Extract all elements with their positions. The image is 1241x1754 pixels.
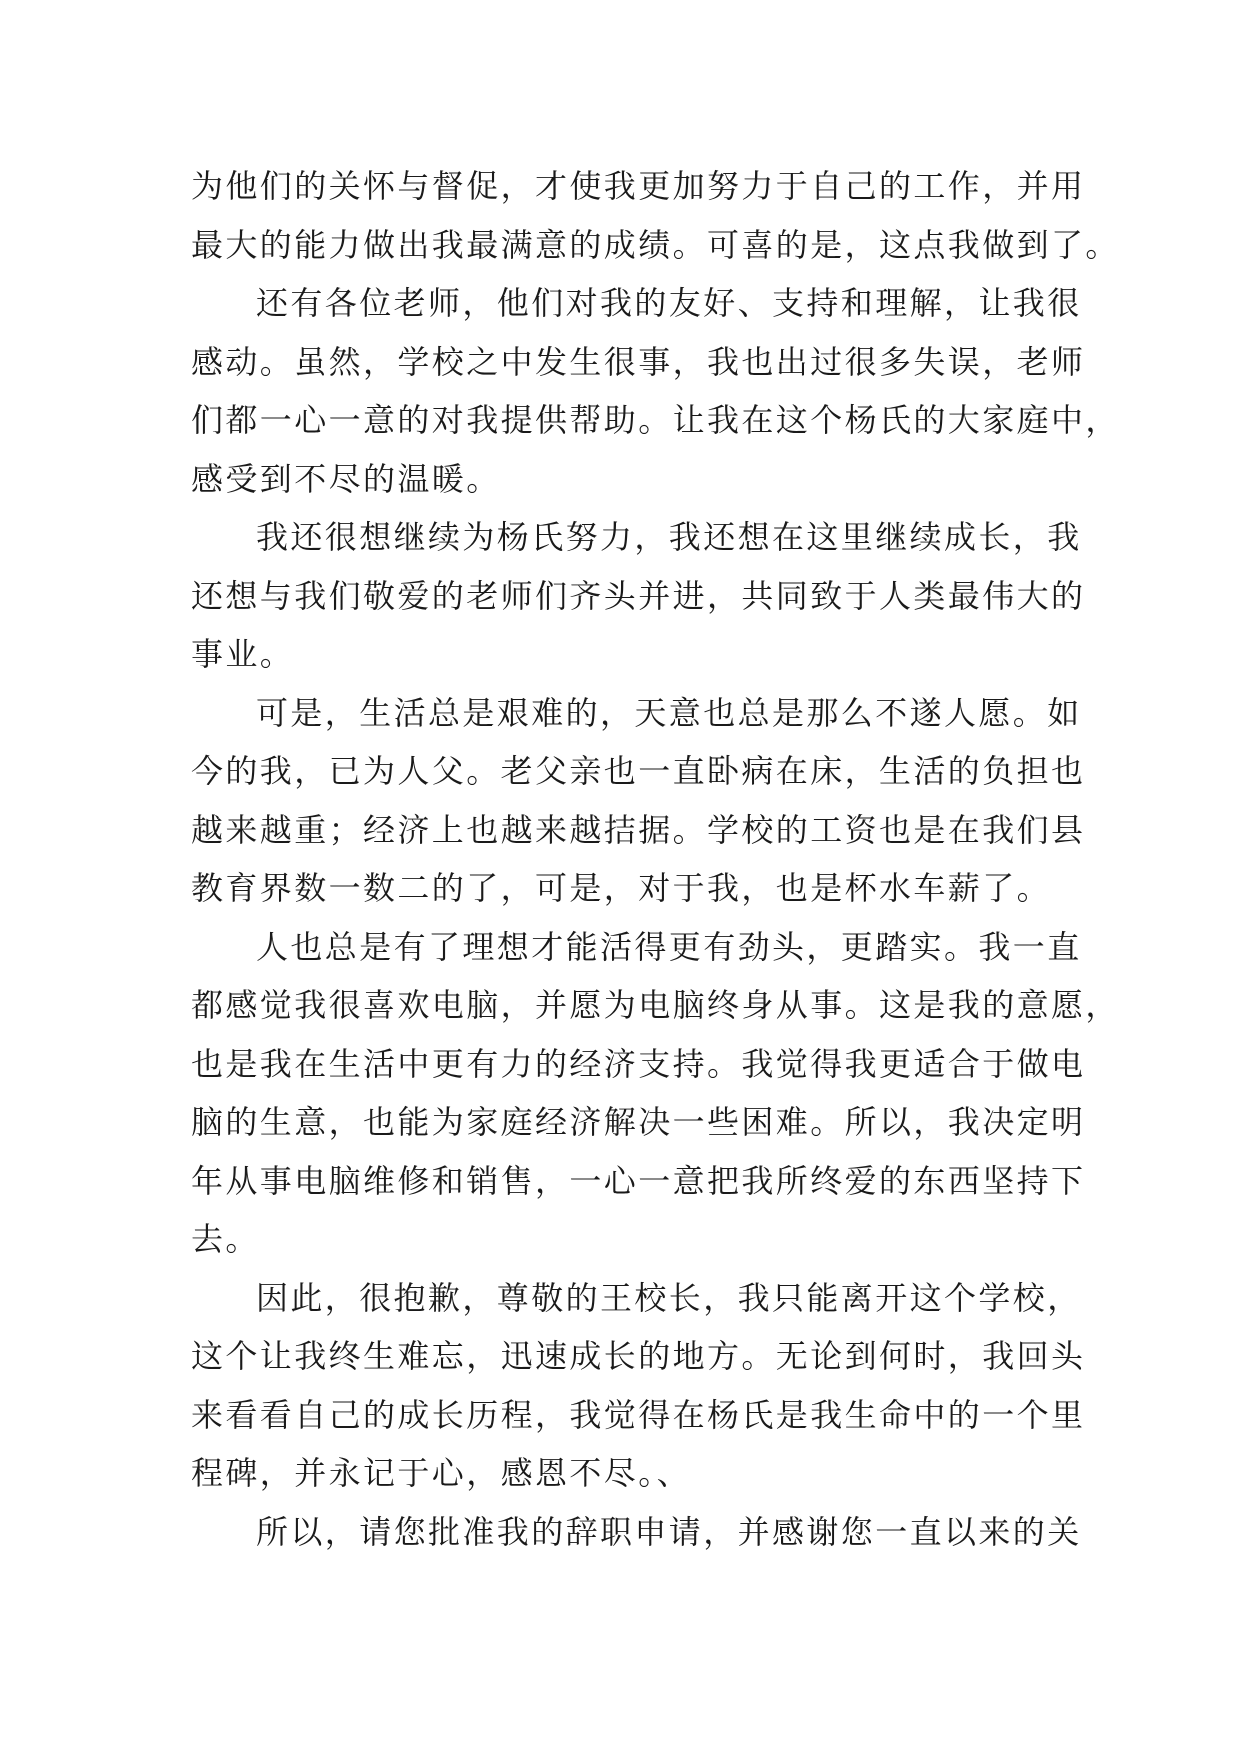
paragraph-6-line-4: 程碑，并永记于心，感恩不尽。、: [191, 1454, 692, 1492]
paragraph-2-line-2: 感动。虽然，学校之中发生很事，我也出过很多失误，老师: [191, 342, 1086, 381]
paragraph-4-line-2: 今的我，已为人父。老父亲也一直卧病在床，生活的负担也: [191, 752, 1086, 790]
paragraph-6-line-2: 这个让我终生难忘，迅速成长的地方。无论到何时，我回头: [191, 1337, 1086, 1375]
paragraph-5-line-5: 年从事电脑维修和销售，一心一意把我所终爱的东西坚持下: [191, 1161, 1086, 1200]
paragraph-2-line-1: 还有各位老师，他们对我的友好、支持和理解，让我很: [256, 284, 1082, 322]
paragraph-6-line-1: 因此，很抱歉，尊敬的王校长，我只能离开这个学校，: [256, 1278, 1082, 1317]
paragraph-4-line-3: 越来越重；经济上也越来越拮据。学校的工资也是在我们县: [191, 810, 1086, 849]
paragraph-1-line-1: 为他们的关怀与督促，才使我更加努力于自己的工作，并用: [191, 167, 1086, 205]
paragraph-3-line-1: 我还很想继续为杨氏努力，我还想在这里继续成长，我: [256, 518, 1082, 556]
paragraph-5-line-4: 脑的生意，也能为家庭经济解决一些困难。所以，我决定明: [191, 1103, 1086, 1141]
paragraph-5-line-1: 人也总是有了理想才能活得更有劲头，更踏实。我一直: [256, 927, 1082, 966]
paragraph-3-line-3: 事业。: [191, 635, 295, 673]
paragraph-6-line-3: 来看看自己的成长历程，我觉得在杨氏是我生命中的一个里: [191, 1395, 1086, 1434]
paragraph-4-line-4: 教育界数一数二的了，可是，对于我，也是杯水车薪了。: [191, 869, 1052, 907]
paragraph-7-line-1: 所以，请您批准我的辞职申请，并感谢您一直以来的关: [256, 1512, 1082, 1551]
paragraph-5-line-3: 也是我在生活中更有力的经济支持。我觉得我更适合于做电: [191, 1044, 1086, 1083]
paragraph-2-line-3: 们都一心一意的对我提供帮助。让我在这个杨氏的大家庭中，: [191, 401, 1120, 439]
paragraph-5-line-2: 都感觉我很喜欢电脑，并愿为电脑终身从事。这是我的意愿，: [191, 986, 1120, 1024]
paragraph-1-line-2: 最大的能力做出我最满意的成绩。可喜的是，这点我做到了。: [191, 225, 1120, 264]
paragraph-3-line-2: 还想与我们敬爱的老师们齐头并进，共同致于人类最伟大的: [191, 576, 1086, 615]
letter-body: [191, 157, 1120, 1561]
paragraph-5-line-6: 去。: [191, 1220, 260, 1258]
paragraph-4-line-1: 可是，生活总是艰难的，天意也总是那么不遂人愿。如: [256, 693, 1082, 732]
paragraph-2-line-4: 感受到不尽的温暖。: [191, 459, 501, 498]
